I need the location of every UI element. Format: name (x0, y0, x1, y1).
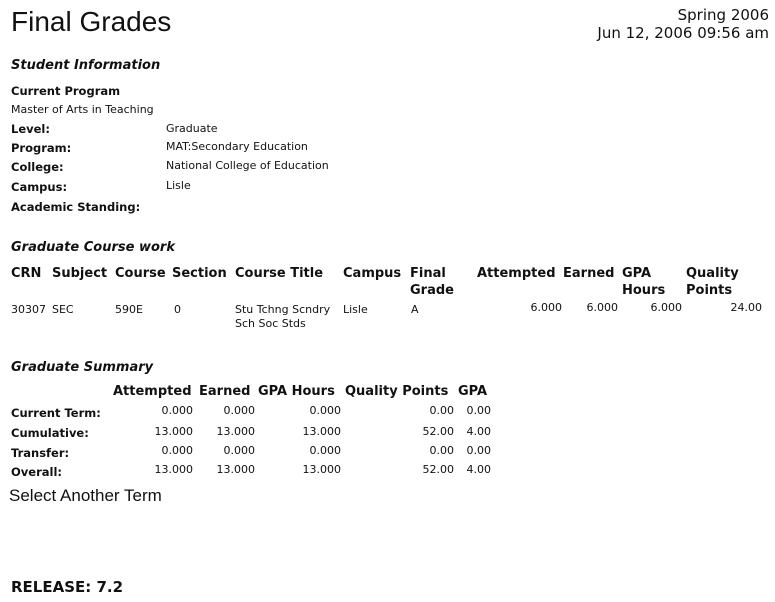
summary-row-label: Cumulative: (11, 426, 89, 440)
cell-crn: 30307 (11, 303, 46, 316)
summary-earned: 0.000 (223, 404, 255, 417)
current-program-value: Master of Arts in Teaching (11, 103, 154, 116)
cell-gpa-hours: 6.000 (650, 301, 682, 314)
cell-course-title-line2: Sch Soc Stds (235, 317, 306, 330)
col-course: Course (115, 266, 166, 281)
col-campus: Campus (343, 266, 402, 281)
col-section: Section (172, 266, 227, 281)
col-quality-points (686, 265, 739, 299)
cell-course-title (235, 303, 330, 331)
summary-gpa-hours: 0.000 (309, 444, 341, 457)
campus-label: Campus: (11, 180, 68, 194)
summary-gpa-hours: 13.000 (302, 425, 341, 438)
summary-attempted: 0.000 (161, 404, 193, 417)
summary-attempted: 13.000 (154, 463, 193, 476)
program-value: MAT:Secondary Education (166, 140, 308, 153)
summary-gpa: 4.00 (466, 425, 491, 438)
col-final-grade (410, 265, 454, 299)
summary-earned: 13.000 (216, 425, 255, 438)
col-subject: Subject (52, 266, 108, 281)
college-value: National College of Education (166, 159, 329, 172)
level-value: Graduate (166, 122, 218, 135)
cell-earned: 6.000 (586, 301, 618, 314)
campus-value: Lisle (166, 179, 191, 192)
cell-course: 590E (115, 303, 143, 316)
col-final-grade-line2: Grade (410, 283, 454, 298)
summary-quality-points: 0.00 (429, 444, 454, 457)
col-final-grade-line1: Final (410, 266, 446, 281)
cell-quality-points: 24.00 (730, 301, 762, 314)
summary-gpa-hours: 0.000 (309, 404, 341, 417)
select-another-term-link[interactable]: Select Another Term (9, 486, 162, 505)
col-gpa-hours-line2: Hours (622, 283, 666, 298)
summary-gpa: 4.00 (466, 463, 491, 476)
summary-quality-points: 52.00 (422, 463, 454, 476)
cell-grade: A (411, 303, 419, 316)
summary-heading: Graduate Summary (11, 360, 154, 375)
summary-gpa: 0.00 (466, 444, 491, 457)
college-label: College: (11, 160, 64, 174)
timestamp: Jun 12, 2006 09:56 am (597, 24, 769, 42)
release-label: RELEASE: 7.2 (11, 578, 124, 596)
page-title: Final Grades (11, 6, 172, 37)
program-label: Program: (11, 141, 72, 155)
term-label: Spring 2006 (677, 6, 769, 24)
summary-col-quality-points: Quality Points (345, 384, 449, 399)
col-quality-points-line2: Points (686, 283, 733, 298)
col-quality-points-line1: Quality (686, 266, 739, 281)
summary-quality-points: 52.00 (422, 425, 454, 438)
coursework-heading: Graduate Course work (11, 240, 175, 255)
summary-col-gpa-hours: GPA Hours (258, 384, 335, 399)
summary-gpa: 0.00 (466, 404, 491, 417)
cell-attempted: 6.000 (530, 301, 562, 314)
summary-earned: 0.000 (223, 444, 255, 457)
cell-subject: SEC (52, 303, 74, 316)
summary-earned: 13.000 (216, 463, 255, 476)
col-course-title: Course Title (235, 266, 324, 281)
summary-quality-points: 0.00 (429, 404, 454, 417)
student-info-heading: Student Information (11, 58, 161, 73)
col-gpa-hours-line1: GPA (622, 266, 652, 281)
col-earned: Earned (563, 266, 615, 281)
summary-attempted: 0.000 (161, 444, 193, 457)
level-label: Level: (11, 122, 50, 136)
cell-campus: Lisle (343, 303, 368, 316)
cell-section: 0 (174, 303, 181, 316)
summary-row-label: Overall: (11, 465, 62, 479)
col-attempted: Attempted (477, 266, 556, 281)
academic-standing-label: Academic Standing: (11, 200, 141, 214)
cell-course-title-line1: Stu Tchng Scndry (235, 303, 331, 316)
summary-col-earned: Earned (199, 384, 251, 399)
summary-gpa-hours: 13.000 (302, 463, 341, 476)
current-program-label: Current Program (11, 84, 121, 98)
summary-col-attempted: Attempted (113, 384, 192, 399)
col-crn: CRN (11, 266, 42, 281)
summary-row-label: Current Term: (11, 406, 101, 420)
summary-row-label: Transfer: (11, 446, 70, 460)
summary-col-gpa: GPA (458, 384, 488, 399)
summary-attempted: 13.000 (154, 425, 193, 438)
col-gpa-hours (622, 265, 665, 299)
